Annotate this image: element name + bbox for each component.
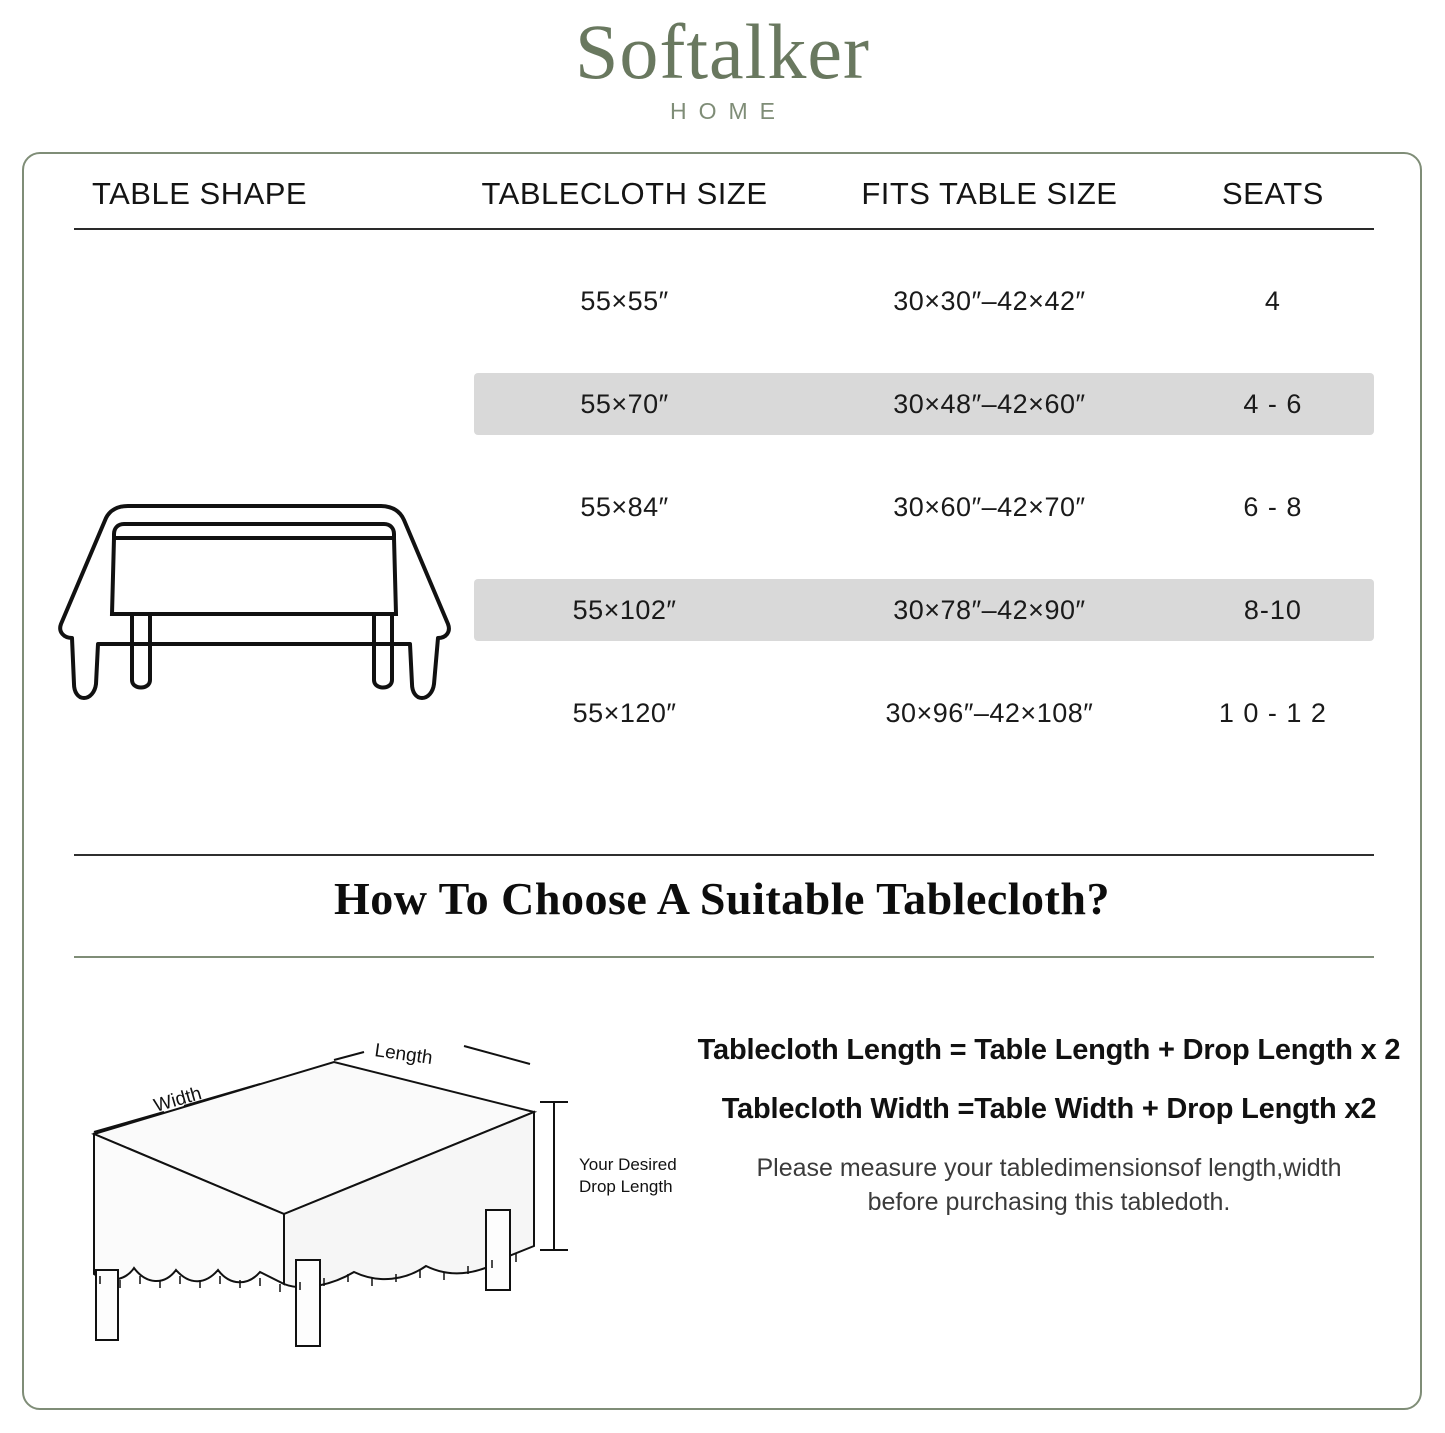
cell-seats: 6 - 8	[1243, 491, 1303, 522]
cell-size: 55×84″	[580, 491, 669, 522]
cell-size: 55×102″	[572, 594, 677, 625]
cell-seats: 4 - 6	[1243, 388, 1303, 419]
table-row	[74, 373, 1374, 435]
cell-fits: 30×60″–42×70″	[893, 491, 1086, 522]
brand-subtitle: HOME	[670, 97, 787, 124]
section-divider-bottom	[74, 956, 1374, 958]
section-divider-top	[74, 854, 1374, 856]
cell-size: 55×70″	[580, 388, 669, 419]
header-fits-table-size: FITS TABLE SIZE	[861, 176, 1118, 211]
cell-size: 55×120″	[572, 697, 677, 728]
header-table-shape: TABLE SHAPE	[92, 176, 308, 211]
size-chart-header-row	[74, 176, 1374, 228]
cell-seats: 1 0 - 1 2	[1218, 697, 1327, 728]
header-seats: SEATS	[1221, 176, 1324, 211]
measure-note-line2: before purchasing this tabledoth.	[867, 1187, 1231, 1216]
tablecloth-diagram	[34, 984, 694, 1384]
cell-fits: 30×30″–42×42″	[893, 285, 1086, 316]
label-length: Length	[373, 1040, 434, 1070]
brand-name: Softalker	[575, 8, 870, 95]
cell-fits: 30×78″–42×90″	[893, 594, 1086, 625]
brand-header	[0, 0, 1445, 125]
table-row	[74, 579, 1374, 641]
cell-size: 55×55″	[580, 285, 669, 316]
header-rule	[74, 228, 1374, 230]
label-width: Width	[151, 1083, 205, 1117]
cell-fits: 30×96″–42×108″	[885, 697, 1094, 728]
info-card	[22, 152, 1422, 1410]
formula-width: Tablecloth Width =Table Width + Drop Length x2	[721, 1093, 1377, 1125]
howto-title: How To Choose A Suitable Tablecloth?	[334, 873, 1110, 924]
howto-section	[24, 974, 1420, 1394]
label-drop-line2: Drop Length	[579, 1177, 673, 1196]
formula-length: Tablecloth Length = Table Length + Drop Length x 2	[697, 1034, 1401, 1066]
measure-note-line1: Please measure your tabledimensionsof length,width	[756, 1154, 1342, 1182]
cell-seats: 8-10	[1243, 594, 1302, 625]
table-row	[74, 270, 1374, 332]
cell-fits: 30×48″–42×60″	[893, 388, 1086, 419]
size-chart	[74, 176, 1374, 785]
header-tablecloth-size: TABLECLOTH SIZE	[481, 176, 768, 211]
measure-note	[689, 1152, 1409, 1220]
cell-seats: 4	[1264, 285, 1281, 316]
table-row	[74, 476, 1374, 538]
table-row	[74, 682, 1374, 744]
label-drop-line1: Your Desired	[579, 1155, 677, 1174]
formula-block	[689, 1034, 1409, 1220]
